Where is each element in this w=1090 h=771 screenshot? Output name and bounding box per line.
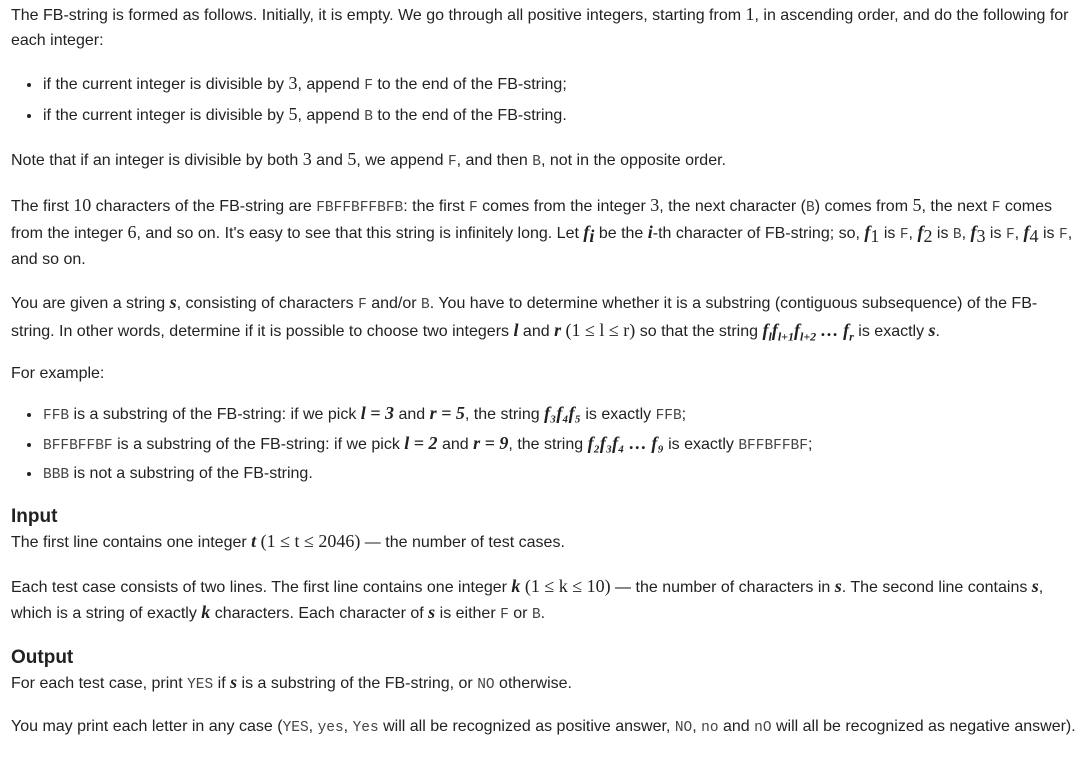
first-ten-paragraph: The first 10 characters of the FB-string are FBFFBFFBFB: the first F comes from the integer 3, the next character (B) comes from 5, the next F comes from the integer 6, and so on. It's easy to see that this string is infinitely long. Let $f_i$ be the i-th character of FB-string; so, $f_1$ is F, $f_2$ is B, $f_3$ is F, $f_4$ is F, and so on.: [11, 194, 1073, 268]
note-paragraph: Note that if an integer is divisible by both 3 and 5, we append F, and then B, not in the opposite order.: [11, 149, 726, 170]
list-item: • BBB is not a substring of the FB-string.: [42, 462, 1079, 488]
list-item: • BFFBFFBF is a substring of the FB-string: if we pick l = 2 and r = 9, the string f₂f₃f₄ … f₉ is exactly BFFBFFBF;: [42, 431, 1079, 459]
input-paragraph-1: The first line contains one integer t (1 ≤ t ≤ 2046) — the number of test cases.: [11, 531, 565, 551]
list-item: • FFB is a substring of the FB-string: if we pick l = 3 and r = 5, the string f₃f₄f₅ is exactly FFB;: [42, 401, 1079, 429]
math: 1: [745, 4, 755, 24]
output-paragraph-1: For each test case, print YES if s is a substring of the FB-string, or NO otherwise.: [11, 671, 572, 693]
text: The FB-string is formed as follows. Initially, it is empty. We go through all positive integers, starting from: [11, 7, 746, 24]
fl-sequence: $f_lf_{l+1}f_{l+2}$ … $f_r$: [762, 319, 854, 344]
rules-list: [11, 71, 1079, 129]
text: , in ascending order, and do the following for each integer:: [11, 7, 1069, 49]
list-item: • if the current integer is divisible by 5, append B to the end of the FB-string.: [42, 102, 1079, 130]
input-paragraph-2: Each test case consists of two lines. The first line contains one integer k (1 ≤ k ≤ 10) — the number of characters in s. The second line contains s, which is a string of exactly k characters. Each character of s is either F or B.: [11, 575, 1044, 623]
input-heading: Input: [11, 506, 58, 527]
examples-list: [11, 401, 1079, 488]
output-paragraph-2: You may print each letter in any case (YES, yes, Yes will all be recognized as positive answer, NO, no and nO will all be recognized as negative answer).: [11, 718, 1076, 736]
example-intro: For example:: [11, 365, 105, 382]
list-item: • if the current integer is divisible by 3, append F to the end of the FB-string;: [42, 71, 1079, 99]
task-paragraph: You are given a string s, consisting of characters F and/or B. You have to determine whether it is a substring (contiguous subsequence) of the FB-string. In other words, determine if it is possible to choose two integers l and r (1 ≤ l ≤ r) so that the string $f_lf_{l+1}f_{l+2}$ … $f_r$ is exactly s.: [11, 292, 1038, 344]
intro-paragraph: [11, 2, 1079, 53]
output-heading: Output: [11, 646, 74, 668]
